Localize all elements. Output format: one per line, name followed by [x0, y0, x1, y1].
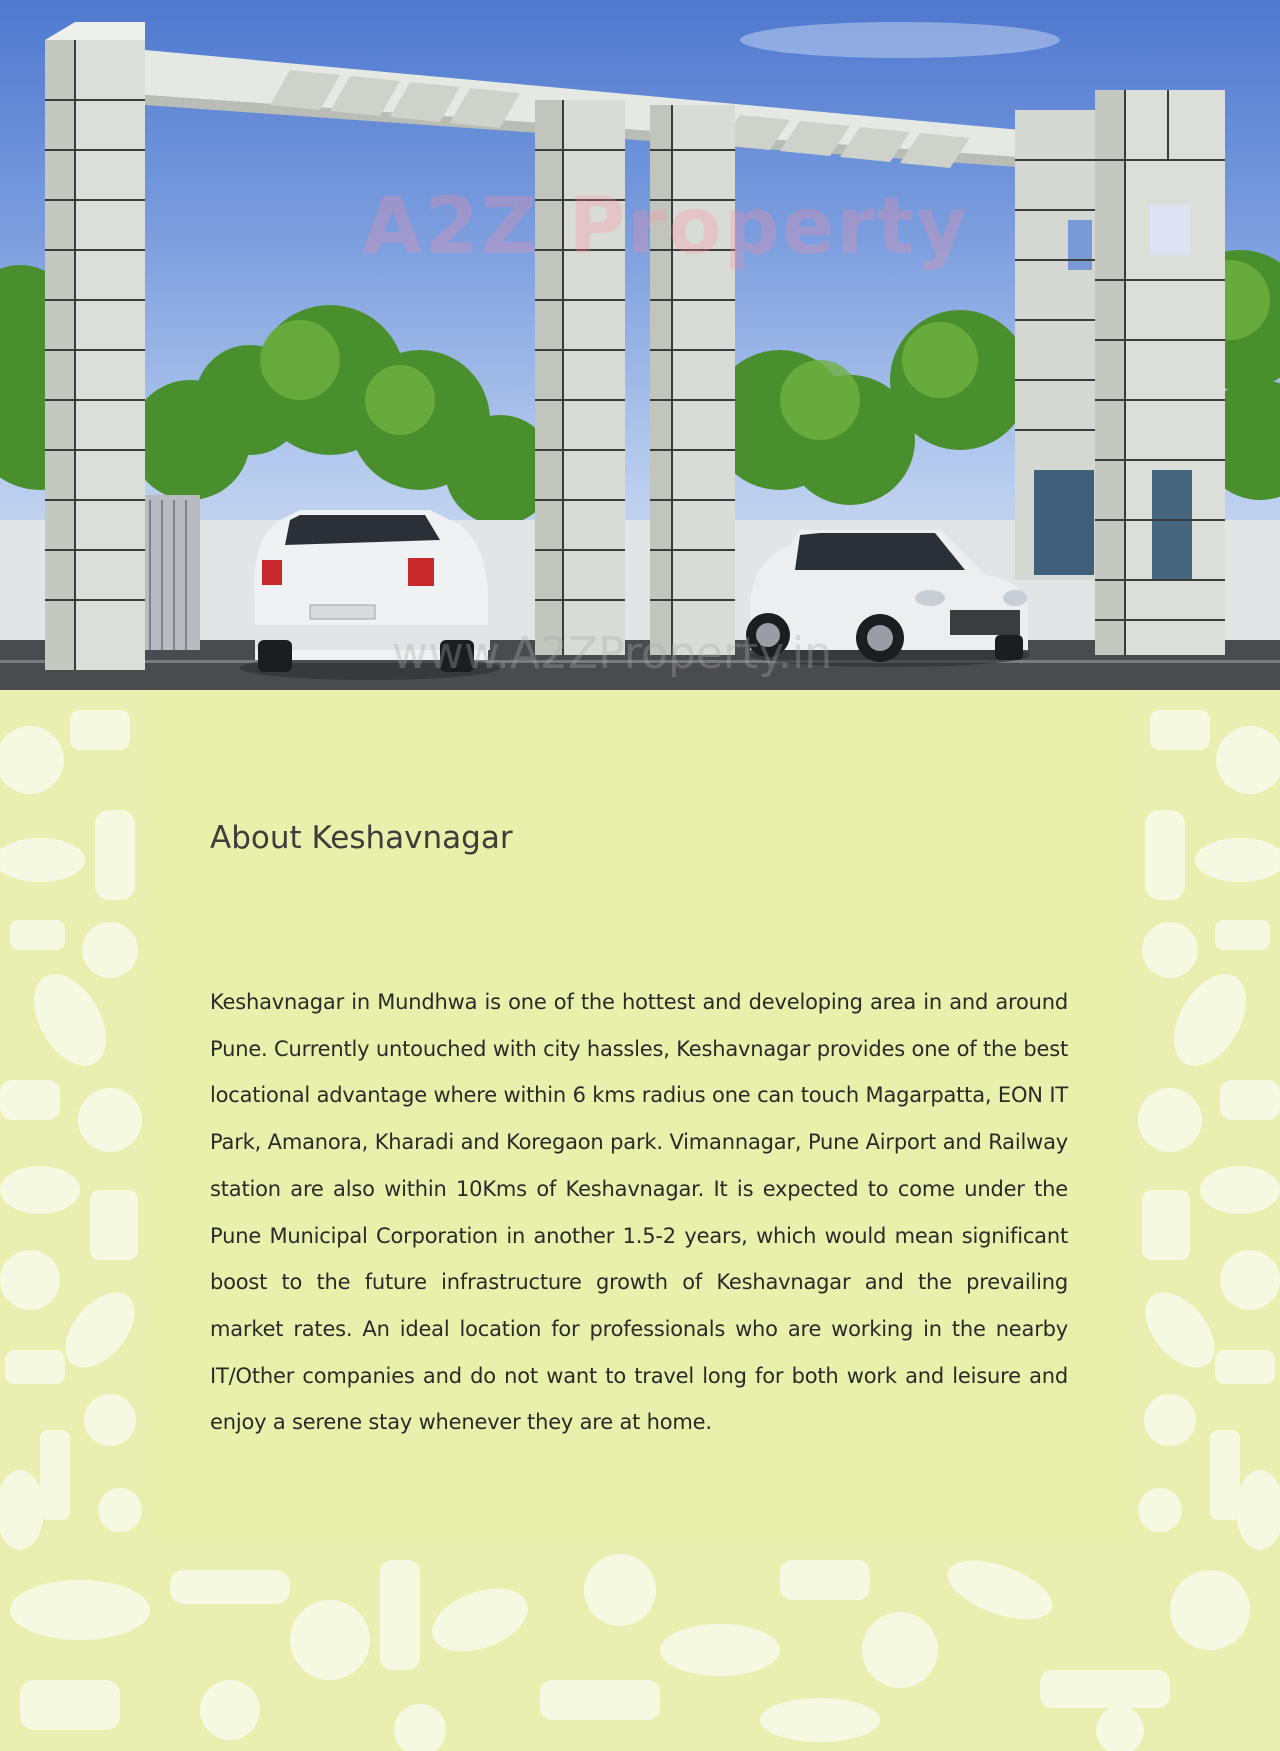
watermark-logo: A2Z Property [362, 182, 969, 272]
section-body: Keshavnagar in Mundhwa is one of the hottest and developing area in and around Pune. Currently untouched with city hassles, Keshavnagar provides one of the best locational advantage where within 6 kms radius one can touch Magarpatta, EON IT Park, Amanora, Kharadi and Koregaon park. Vimannagar, Pune Airport and Railway station are also within 10Kms of Keshavnagar. It is expected to come under the Pune Municipal Corporation in another 1.5-2 years, which would mean significant boost to the future infrastructure growth of Keshavnagar and the prevailing market rates. An ideal location for professionals who are working in the nearby IT/Other companies and do not want to travel long for both work and leisure and enjoy a serene stay whenever they are at home. [210, 990, 1068, 1435]
content-panel [0, 690, 1280, 1751]
hero-image [0, 0, 1280, 690]
watermark-url: www.A2ZProperty.in [392, 628, 833, 679]
section-title: About Keshavnagar [210, 820, 513, 856]
entrance-gate-illustration [0, 0, 1280, 690]
